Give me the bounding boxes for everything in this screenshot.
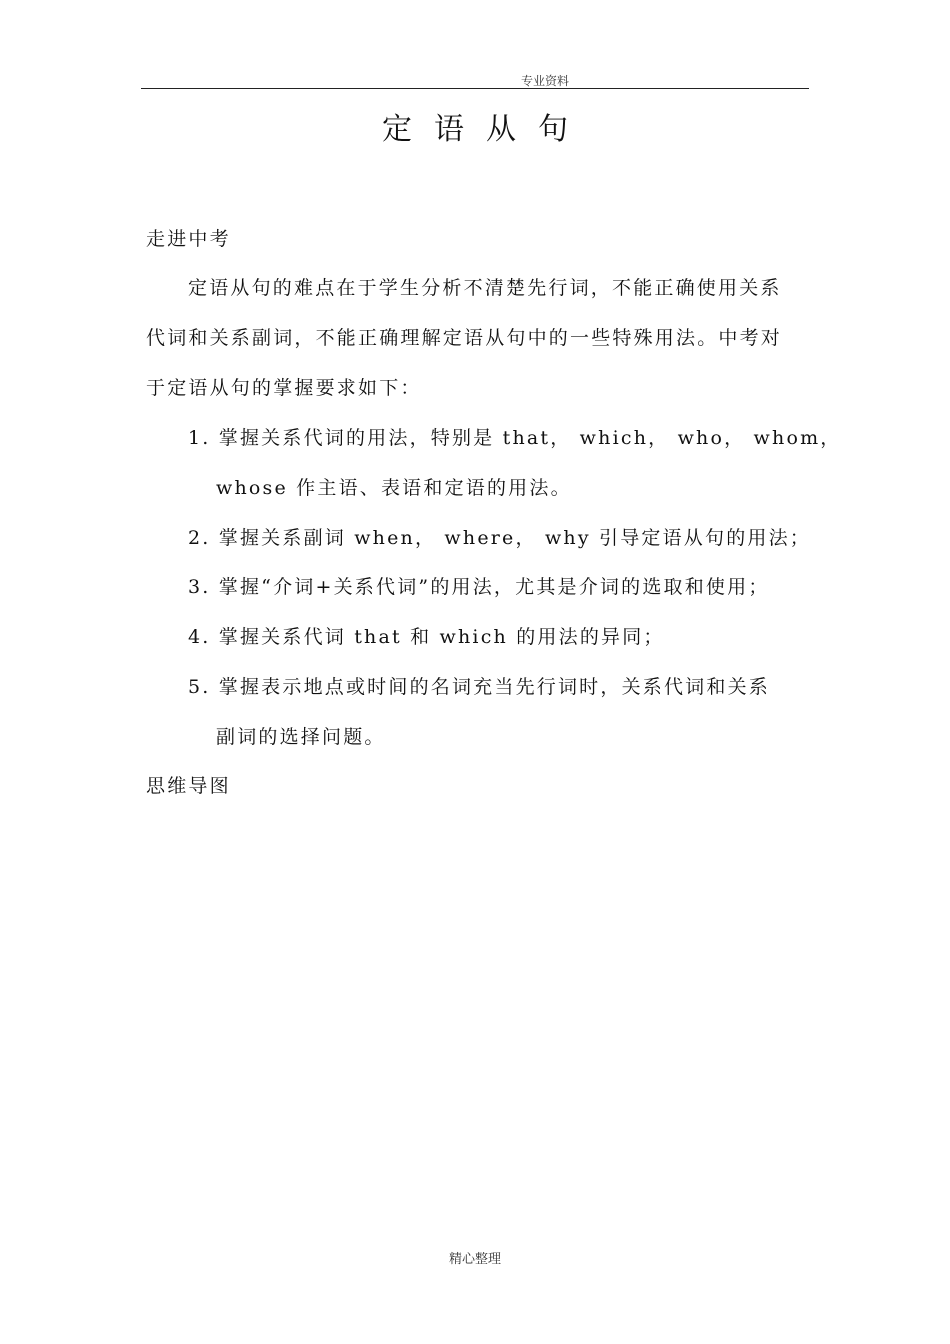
page-header-label: 专业资料	[520, 74, 569, 88]
section-heading-mindmap: 思维导图	[146, 775, 231, 797]
list-item-1: 1. 掌握关系代词的用法，特别是 that， which， who， whom，	[188, 427, 842, 449]
list-item-2: 2. 掌握关系副词 when， where， why 引导定语从句的用法；	[188, 527, 812, 549]
list-item-5: 5. 掌握表示地点或时间的名词充当先行词时，关系代词和关系	[188, 676, 770, 698]
list-item-3: 3. 掌握“介词+关系代词”的用法，尤其是介词的选取和使用；	[188, 576, 770, 598]
list-item-4: 4. 掌握关系代词 that 和 which 的用法的异同；	[188, 626, 665, 648]
page-title: 定语从句	[382, 112, 590, 147]
intro-paragraph-line-2: 代词和关系副词，不能正确理解定语从句中的一些特殊用法。中考对	[146, 327, 783, 349]
section-heading-intro: 走进中考	[146, 228, 231, 250]
list-item-5-continuation: 副词的选择问题。	[216, 726, 386, 748]
page-footer-label: 精心整理	[448, 1252, 501, 1267]
header-rule	[141, 88, 809, 89]
intro-paragraph-line-3: 于定语从句的掌握要求如下：	[146, 377, 422, 399]
list-item-1-continuation: whose 作主语、表语和定语的用法。	[216, 477, 572, 499]
intro-paragraph-line-1: 定语从句的难点在于学生分析不清楚先行词，不能正确使用关系	[188, 277, 782, 299]
